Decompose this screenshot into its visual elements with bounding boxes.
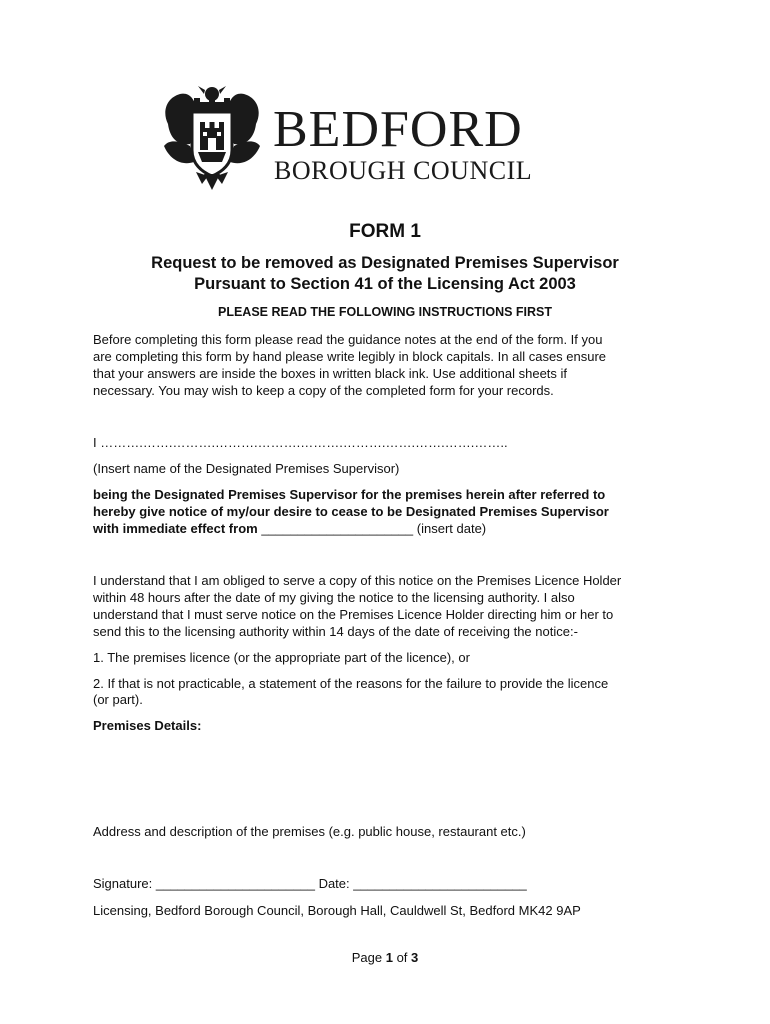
premises-address-hint: Address and description of the premises (e.g. public house, restaurant etc.) — [93, 824, 526, 839]
obligation-line: I understand that I am obliged to serve a copy of this notice on the Premises Licence Holder — [93, 573, 622, 588]
obligation-line: send this to the licensing authority within 14 days of the date of receiving the notice:- — [93, 624, 578, 639]
signature-row — [93, 876, 527, 891]
page-number — [0, 950, 770, 965]
obligation-item-1: 1. The premises licence (or the appropriate part of the licence), or — [93, 650, 470, 665]
instructions-line: that your answers are inside the boxes in written black ink. Use additional sheets if — [93, 366, 568, 381]
obligation-item-2: 2. If that is not practicable, a statement of the reasons for the failure to provide the licence — [93, 676, 609, 691]
instructions-line: are completing this form by hand please write legibly in block capitals. In all cases ensure — [93, 349, 607, 364]
council-logo — [160, 84, 560, 194]
obligation-line: within 48 hours after the date of my giving the notice to the licensing authority. I also — [93, 590, 575, 605]
notice-date-line — [93, 521, 486, 536]
effective-date-field[interactable]: _____________________ — [257, 521, 414, 536]
signature-label: Signature: — [93, 876, 153, 891]
logo-subtitle: BOROUGH COUNCIL — [274, 156, 533, 185]
council-crest-icon — [160, 84, 264, 192]
date-field[interactable]: ________________________ — [349, 876, 527, 891]
signature-field[interactable]: ______________________ — [152, 876, 319, 891]
page-total: 3 — [411, 950, 419, 965]
page-current: 1 — [385, 950, 393, 965]
form-subtitle-line-1: Request to be removed as Designated Premises Supervisor — [151, 254, 619, 272]
instructions-heading: PLEASE READ THE FOLLOWING INSTRUCTIONS FIRST — [217, 305, 553, 319]
obligation-item-2-cont: (or part). — [93, 692, 143, 707]
page-prefix: Page — [351, 950, 386, 965]
instructions-line: necessary. You may wish to keep a copy of the completed form for your records. — [93, 383, 554, 398]
page-of: of — [392, 950, 412, 965]
form-subtitle-line-2: Pursuant to Section 41 of the Licensing Act 2003 — [194, 275, 576, 293]
premises-details-heading: Premises Details: — [93, 718, 202, 733]
form-title: FORM 1 — [349, 221, 421, 242]
obligation-line: understand that I must serve notice on the Premises Licence Holder directing him or her to — [93, 607, 614, 622]
date-label: Date: — [318, 876, 350, 891]
licensing-address: Licensing, Bedford Borough Council, Borough Hall, Cauldwell St, Bedford MK42 9AP — [93, 903, 581, 918]
notice-line: hereby give notice of my/our desire to cease to be Designated Premises Supervisor — [93, 504, 609, 519]
notice-line: being the Designated Premises Supervisor for the premises herein after referred to — [93, 487, 606, 502]
supervisor-name-field[interactable]: I ……….…….……….……….……….……….……….…….…….…….…….. — [93, 435, 508, 450]
logo-name: BEDFORD — [273, 101, 523, 158]
effective-date-hint: (insert date) — [413, 521, 487, 536]
instructions-line: Before completing this form please read the guidance notes at the end of the form. If you — [93, 332, 603, 347]
supervisor-name-hint: (Insert name of the Designated Premises Supervisor) — [93, 461, 400, 476]
notice-line: with immediate effect from — [93, 521, 258, 536]
